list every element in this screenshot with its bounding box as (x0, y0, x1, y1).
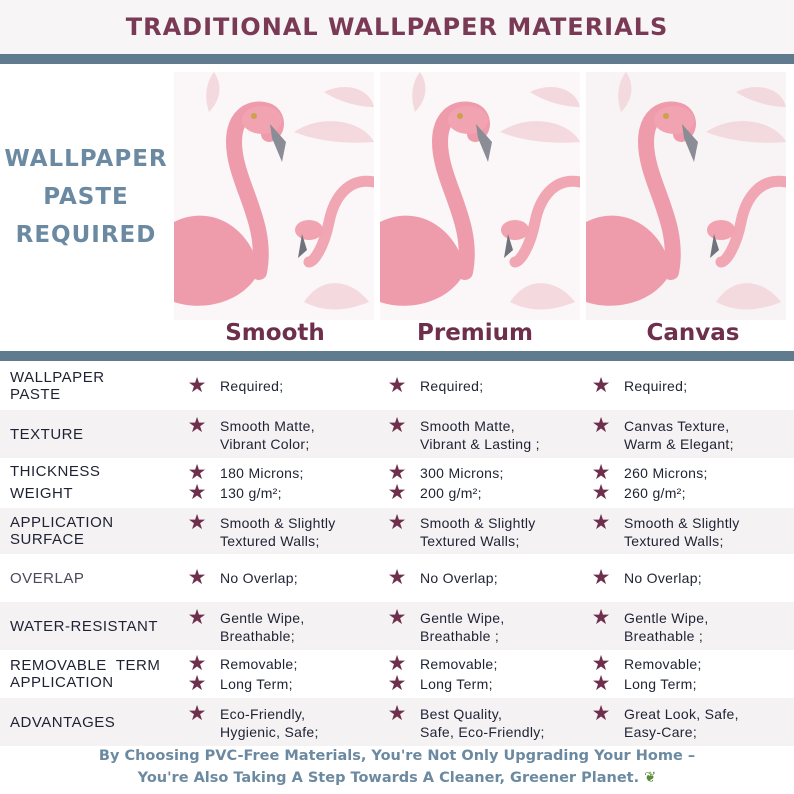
table-cell (590, 410, 790, 458)
star-icon: ★ (387, 566, 407, 589)
row-label (10, 458, 180, 508)
cell-value: Required; (624, 378, 688, 394)
star-icon: ★ (187, 702, 207, 725)
cell-value: Long Term; (220, 676, 293, 692)
footer-line-1: By Choosing PVC-Free Materials, You're Not Only Upgrading Your Home – (98, 748, 696, 764)
table-row (0, 650, 794, 698)
table-cell (590, 698, 790, 746)
cell-value: Removable; (220, 656, 298, 672)
cell-value: Smooth & Slightly (624, 515, 740, 531)
cell-value: 260 g/m²; (624, 485, 686, 501)
flamingo-illustration (380, 72, 580, 320)
star-icon: ★ (591, 606, 611, 629)
row-label (10, 554, 180, 602)
cell-value: Smooth & Slightly (420, 515, 536, 531)
cell-value: Gentle Wipe, (420, 610, 505, 626)
table-cell (386, 650, 586, 698)
table-cell (590, 508, 790, 554)
star-icon: ★ (387, 606, 407, 629)
table-cell (386, 458, 586, 508)
star-icon: ★ (591, 511, 611, 534)
footer-message (0, 745, 794, 794)
material-label-smooth: Smooth (225, 320, 325, 346)
cell-value: Textured Walls; (624, 533, 724, 549)
row-label-line: SURFACE (10, 531, 85, 548)
paste-note-line-1: WALLPAPER (4, 146, 168, 172)
cell-value: Removable; (624, 656, 702, 672)
cell-value: No Overlap; (220, 570, 298, 586)
row-label (10, 508, 180, 554)
row-label-line: WATER-RESISTANT (10, 617, 159, 635)
table-cell (186, 362, 376, 410)
row-label (10, 602, 180, 650)
cell-value: Great Look, Safe, (624, 706, 739, 722)
cell-value: Gentle Wipe, (220, 610, 305, 626)
star-icon: ★ (387, 672, 407, 695)
cell-value: Long Term; (420, 676, 493, 692)
footer-line-2: You're Also Taking A Step Towards A Cleaner, Greener Planet. (137, 770, 640, 786)
cell-value: Textured Walls; (220, 533, 320, 549)
top-divider (0, 54, 794, 64)
star-icon: ★ (187, 566, 207, 589)
table-cell (186, 410, 376, 458)
row-label (10, 650, 180, 698)
cell-value: 200 g/m²; (420, 485, 482, 501)
cell-value: Breathable ; (624, 628, 704, 644)
flamingo-illustration (174, 72, 374, 320)
star-icon: ★ (591, 414, 611, 437)
cell-value: Warm & Elegant; (624, 436, 734, 452)
table-cell (386, 362, 586, 410)
canvas-swatch-image (586, 72, 786, 320)
table-row (0, 410, 794, 458)
table-cell (590, 602, 790, 650)
cell-value: Gentle Wipe, (624, 610, 709, 626)
row-label-line: REMOVABLE TERM (10, 657, 161, 674)
cell-value: Eco-Friendly, (220, 706, 306, 722)
footer-line-2-wrap (0, 767, 794, 789)
table-row (0, 508, 794, 554)
cell-value: 130 g/m²; (220, 485, 282, 501)
table-row (0, 554, 794, 602)
table-row (0, 698, 794, 746)
star-icon: ★ (591, 702, 611, 725)
row-label (10, 698, 180, 746)
star-icon: ★ (591, 481, 611, 504)
material-label-premium: Premium (417, 320, 533, 346)
cell-value: Breathable; (220, 628, 295, 644)
star-icon: ★ (387, 702, 407, 725)
cell-value: Safe, Eco-Friendly; (420, 724, 545, 740)
table-cell (186, 650, 376, 698)
cell-value: 180 Microns; (220, 465, 304, 481)
row-label (10, 362, 180, 410)
star-icon: ★ (387, 374, 407, 397)
star-icon: ★ (591, 566, 611, 589)
paste-required-note (0, 140, 172, 254)
table-cell (590, 458, 790, 508)
star-icon: ★ (187, 414, 207, 437)
cell-value: Removable; (420, 656, 498, 672)
table-row (0, 458, 794, 508)
table-divider (0, 351, 794, 361)
star-icon: ★ (591, 672, 611, 695)
cell-value: Smooth Matte, (220, 418, 315, 434)
cell-value: Vibrant & Lasting ; (420, 436, 540, 452)
star-icon: ★ (187, 461, 207, 484)
row-label-line: TEXTURE (10, 425, 84, 443)
cell-value: Required; (420, 378, 484, 394)
star-icon: ★ (387, 511, 407, 534)
star-icon: ★ (387, 481, 407, 504)
cell-value: No Overlap; (420, 570, 498, 586)
star-icon: ★ (387, 652, 407, 675)
cell-value: Breathable ; (420, 628, 500, 644)
star-icon: ★ (187, 672, 207, 695)
page-title: TRADITIONAL WALLPAPER MATERIALS (0, 0, 794, 54)
cell-value: Required; (220, 378, 284, 394)
smooth-swatch-image (174, 72, 374, 320)
cell-value: Smooth & Slightly (220, 515, 336, 531)
row-label-line: THICKNESS (10, 463, 101, 480)
cell-value: Canvas Texture, (624, 418, 730, 434)
cell-value: Easy-Care; (624, 724, 698, 740)
table-cell (386, 698, 586, 746)
row-label (10, 410, 180, 458)
star-icon: ★ (387, 461, 407, 484)
row-label-line: APPLICATION (10, 674, 114, 691)
cell-value: No Overlap; (624, 570, 702, 586)
table-cell (386, 554, 586, 602)
table-cell (386, 410, 586, 458)
table-cell (590, 554, 790, 602)
paste-note-line-3: REQUIRED (15, 222, 157, 248)
row-label-line: WEIGHT (10, 485, 73, 502)
table-cell (590, 650, 790, 698)
row-label-line: APPLICATION (10, 514, 114, 531)
table-cell (386, 508, 586, 554)
table-cell (186, 458, 376, 508)
row-label-line: WALLPAPER (10, 369, 105, 386)
cell-value: Long Term; (624, 676, 697, 692)
table-row (0, 602, 794, 650)
flamingo-illustration (586, 72, 786, 320)
table-cell (186, 554, 376, 602)
star-icon: ★ (187, 511, 207, 534)
cell-value: Textured Walls; (420, 533, 520, 549)
star-icon: ★ (187, 481, 207, 504)
star-icon: ★ (187, 652, 207, 675)
star-icon: ★ (591, 374, 611, 397)
row-label-line: ADVANTAGES (10, 713, 116, 731)
paste-note-line-2: PASTE (43, 184, 129, 210)
leaf-icon: ❦ (644, 770, 657, 786)
table-cell (386, 602, 586, 650)
material-label-canvas: Canvas (646, 320, 740, 346)
table-cell (186, 602, 376, 650)
star-icon: ★ (591, 652, 611, 675)
row-label-line: OVERLAP (10, 569, 85, 587)
premium-swatch-image (380, 72, 580, 320)
cell-value: Best Quality, (420, 706, 503, 722)
table-cell (590, 362, 790, 410)
cell-value: Vibrant Color; (220, 436, 310, 452)
table-cell (186, 698, 376, 746)
cell-value: 260 Microns; (624, 465, 708, 481)
comparison-table (0, 362, 794, 746)
cell-value: Smooth Matte, (420, 418, 515, 434)
row-label-line: PASTE (10, 386, 61, 403)
star-icon: ★ (387, 414, 407, 437)
table-cell (186, 508, 376, 554)
star-icon: ★ (591, 461, 611, 484)
table-row (0, 362, 794, 410)
star-icon: ★ (187, 606, 207, 629)
cell-value: Hygienic, Safe; (220, 724, 319, 740)
cell-value: 300 Microns; (420, 465, 504, 481)
star-icon: ★ (187, 374, 207, 397)
